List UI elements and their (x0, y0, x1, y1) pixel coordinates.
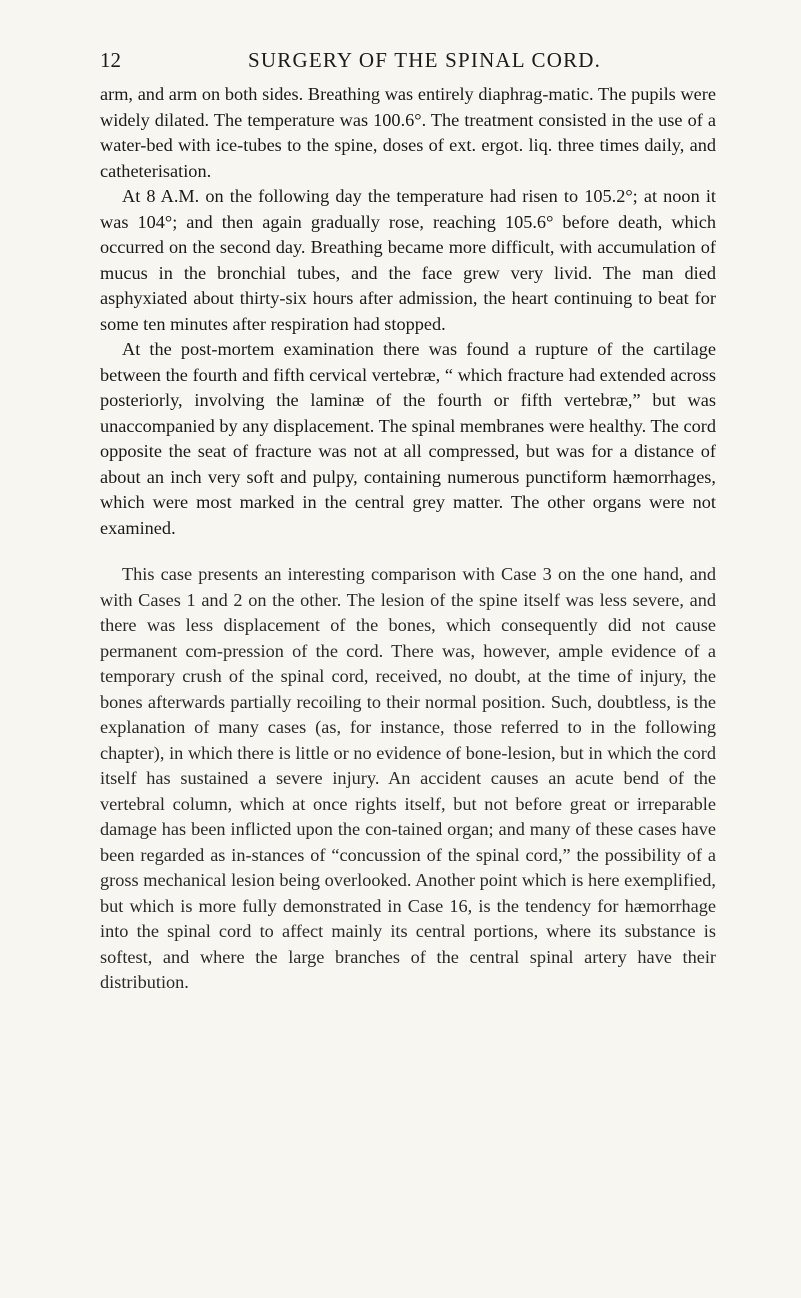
paragraph-post-mortem: At the post-mortem examination there was found a rupture of the cartilage between the fourth and fifth cervical vertebræ, “ which fracture had extended across posteriorly, involving the laminæ of the fourth or fifth vertebræ,” but was unaccompanied by any displacement. The spinal membranes were healthy. The cord opposite the seat of fracture was not at all compressed, but was for a distance of about an inch very soft and pulpy, containing numerous punctiform hæmorrhages, which were most marked in the central grey matter. The other organs were not examined. (100, 339, 716, 538)
page-number: 12 (100, 48, 121, 72)
paragraph-comparison: This case presents an interesting comparison with Case 3 on the one hand, and with Cases 1 and 2 on the other. The lesion of the spine itself was less severe, and there was less displacement of the bones, which consequently did not cause permanent com-pression of the cord. There was, however, ample evidence of a temporary crush of the spinal cord, received, no doubt, at the time of injury, the bones afterwards partially recoiling to their normal position. Such, doubtless, is the explanation of many cases (as, for instance, those referred to in the following chapter), in which there is little or no evidence of bone-lesion, but in which the cord itself has sustained a severe injury. An accident causes an acute bend of the vertebral column, which at once rights itself, but not before great or irreparable damage has been inflicted upon the con-tained organ; and many of these cases have been regarded as in-stances of “concussion of the spinal cord,” the possibility of a gross mechanical lesion being overlooked. Another point which is here exemplified, but which is more fully demonstrated in Case 16, is the tendency for hæmorrhage into the spinal cord to affect mainly its central portions, where its substance is softest, and where the large branches of the central spinal artery have their distribution. (100, 564, 716, 992)
paragraph-temperature: At 8 A.M. on the following day the temperature had risen to 105.2°; at noon it was 104°; and then again gradually rose, reaching 105.6° before death, which occurred on the second day. Breathing became more difficult, with accumulation of mucus in the bronchial tubes, and the face grew very livid. The man died asphyxiated about thirty-six hours after admission, the heart continuing to beat for some ten minutes after respiration had stopped. (100, 186, 716, 334)
body-text (100, 82, 716, 996)
running-head: SURGERY OF THE SPINAL CORD. (248, 48, 602, 72)
paragraph-continuation: arm, and arm on both sides. Breathing was entirely diaphrag-matic. The pupils were widely dilated. The temperature was 100.6°. The treatment consisted in the use of a water-bed with ice-tubes to the spine, doses of ext. ergot. liq. three times daily, and catheterisation. (100, 84, 716, 181)
page-header (100, 48, 711, 74)
